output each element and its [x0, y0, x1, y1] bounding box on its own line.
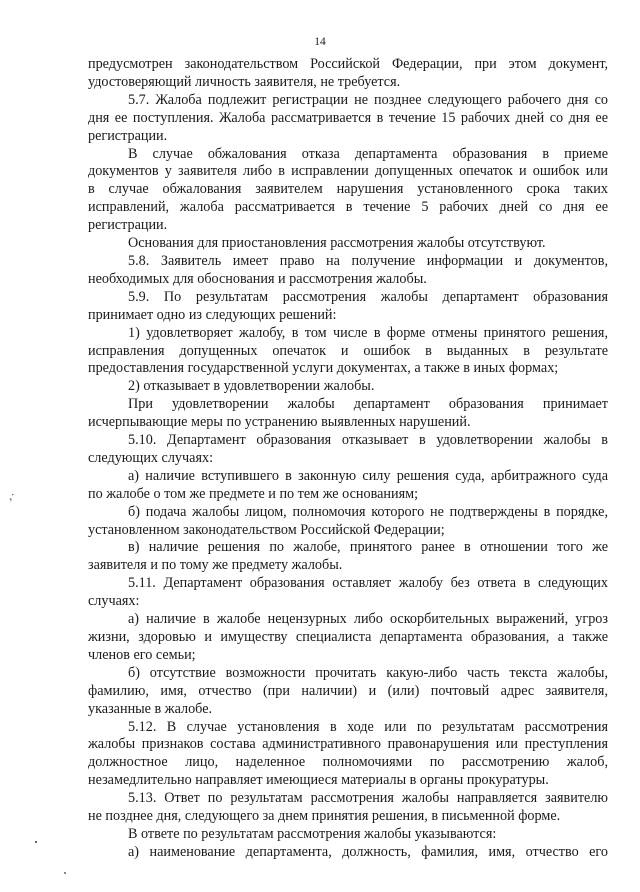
text-line: заявителя и по тому же предмету жалобы.	[88, 557, 343, 574]
scan-speck	[64, 872, 66, 874]
text-line: случаях:	[88, 593, 140, 610]
text-line: 5.7. Жалоба подлежит регистрации не позднее следующего рабочего дня со	[128, 91, 608, 108]
text-line: 5.8. Заявитель имеет право на получение информации и документов,	[128, 252, 608, 269]
text-line: 1) удовлетворяет жалобу, в том числе в форме отмены принятого решения,	[128, 324, 608, 341]
text-line: а) наименование департамента, должность, фамилия, имя, отчество его	[128, 843, 608, 860]
text-line: 5.10. Департамент образования отказывает в удовлетворении жалобы в	[128, 432, 608, 449]
text-line: членов его семьи;	[88, 646, 196, 663]
text-line: должностное лицо, наделенное полномочиями по рассмотрению жалоб,	[88, 754, 608, 771]
text-line: установленном законодательством Российской Федерации;	[88, 521, 445, 538]
text-line: необходимых для обоснования и рассмотрения жалобы.	[88, 270, 427, 287]
text-line: незамедлительно направляет имеющиеся материалы в органы прокуратуры.	[88, 772, 549, 789]
text-line: в) наличие решения по жалобе, принятого ранее в отношении того же	[128, 539, 608, 556]
text-line: В случае обжалования отказа департамента образования в приеме	[128, 145, 608, 162]
text-line: 5.9. По результатам рассмотрения жалобы департамент образования	[128, 288, 608, 305]
text-line: а) наличие вступившего в законную силу решения суда, арбитражного суда	[128, 467, 608, 484]
text-line: удостоверяющий личность заявителя, не требуется.	[88, 73, 401, 90]
text-line: фамилию, имя, отчество (при наличии) и (или) почтовый адрес заявителя,	[88, 682, 608, 699]
text-line: б) подача жалобы лицом, полномочия которого не подтверждены в порядке,	[128, 503, 608, 520]
scan-speck	[35, 841, 37, 843]
text-line: документов у заявителя либо в исправлении допущенных опечаток и ошибок или	[88, 163, 608, 180]
text-line: 5.11. Департамент образования оставляет жалобу без ответа в следующих	[128, 575, 608, 592]
margin-mark: ,·	[5, 487, 18, 503]
text-line: жалобы признаков состава административного правонарушения или преступления	[88, 736, 608, 753]
text-line: 5.12. В случае установления в ходе или по результатам рассмотрения	[128, 718, 608, 735]
text-line: б) отсутствие возможности прочитать какую-либо часть текста жалобы,	[128, 664, 608, 681]
text-line: исправлений, жалоба рассматривается в течение 5 рабочих дней со дня ее	[88, 199, 608, 216]
text-line: При удовлетворении жалобы департамент образования принимает	[128, 396, 608, 413]
text-line: В ответе по результатам рассмотрения жалобы указываются:	[128, 825, 497, 842]
text-line: указанные в жалобе.	[88, 700, 213, 717]
text-line: предоставления государственной услуги документах, а также в иных формах;	[88, 360, 559, 377]
text-line: Основания для приостановления рассмотрения жалобы отсутствуют.	[128, 235, 546, 252]
text-line: регистрации.	[88, 127, 168, 144]
text-line: в случае обжалования заявителем нарушения установленного срока таких	[88, 181, 608, 198]
text-line: регистрации.	[88, 217, 168, 234]
text-line: 2) отказывает в удовлетворении жалобы.	[128, 378, 375, 395]
page-number: 14	[314, 36, 326, 48]
text-line: исправления допущенных опечаток и ошибок в выданных в результате	[88, 342, 608, 359]
text-line: по жалобе о том же предмете и по тем же основаниям;	[88, 485, 419, 502]
text-line: предусмотрен законодательством Российской Федерации, при этом документ,	[88, 56, 608, 72]
text-line: исчерпывающие меры по устранению выявленных нарушений.	[88, 414, 471, 431]
text-line: принимает одно из следующих решений:	[88, 306, 337, 323]
text-line: жизни, здоровью и имуществу специалиста департамента образования, а также	[88, 629, 608, 645]
text-line: 5.13. Ответ по результатам рассмотрения жалобы направляется заявителю	[128, 790, 608, 807]
text-line: не позднее дня, следующего за днем принятия решения, в письменной форме.	[88, 808, 561, 825]
text-line: а) наличие в жалобе нецензурных либо оскорбительных выражений, угроз	[128, 611, 608, 628]
text-line: следующих случаях:	[88, 449, 214, 466]
text-line: дня ее поступления. Жалоба рассматривается в течение 15 рабочих дней со дня ее	[88, 109, 608, 126]
document-body	[88, 56, 608, 862]
